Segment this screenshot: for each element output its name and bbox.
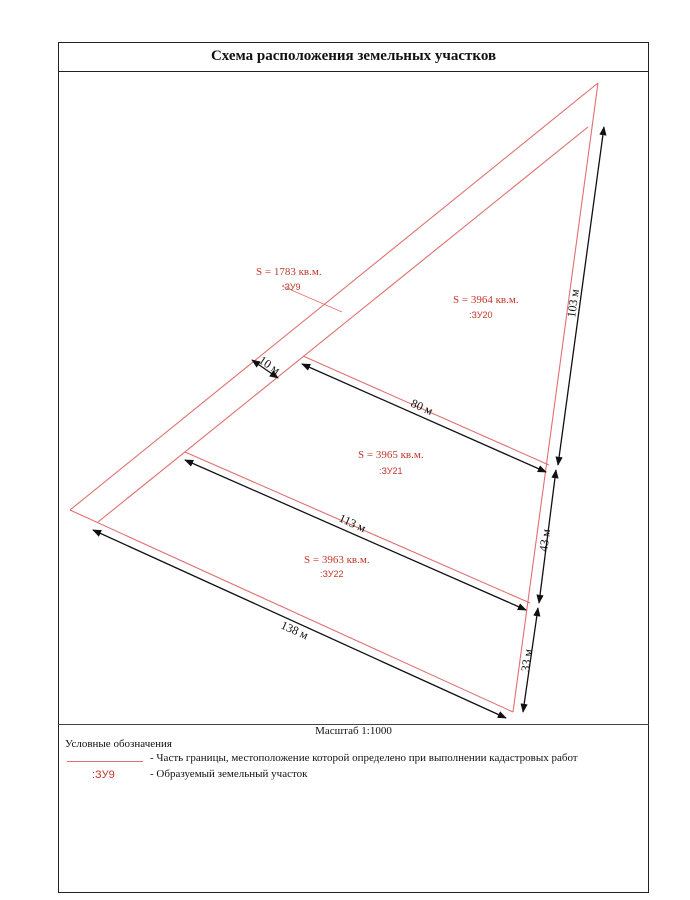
- parcel-code-zu9: :ЗУ9: [282, 282, 301, 292]
- dim-label-138: 138 м: [278, 617, 311, 643]
- dim-label-10: 10 м: [256, 352, 283, 378]
- legend-red-line-symbol: [67, 761, 143, 762]
- parcel-area-zu21: S = 3965 кв.м.: [358, 449, 424, 461]
- legend-item-boundary: - Часть границы, местоположение которой определено при выполнении кадастровых работ: [150, 752, 578, 764]
- legend-item-parcel: - Образуемый земельный участок: [150, 768, 308, 780]
- dim-label-80: 80 м: [408, 395, 436, 418]
- dim-label-43: 43 м: [536, 528, 554, 553]
- legend-parcel-code-symbol: :ЗУ9: [92, 769, 115, 781]
- dim-line-113: [185, 460, 526, 610]
- parcel-area-zu9: S = 1783 кв.м.: [256, 266, 322, 278]
- scale-label: Масштаб 1:1000: [315, 725, 392, 737]
- dim-line-80: [302, 364, 546, 472]
- parcel-code-zu22: :ЗУ22: [320, 569, 344, 579]
- parcel-area-zu22: S = 3963 кв.м.: [304, 554, 370, 566]
- outer-boundary-hyp: [70, 83, 598, 510]
- parcel-area-zu20: S = 3964 кв.м.: [453, 294, 519, 306]
- dim-label-33: 33 м: [518, 648, 536, 673]
- page-title: Схема расположения земельных участков: [58, 42, 649, 72]
- dim-label-113: 113 м: [336, 510, 369, 536]
- legend-title: Условные обозначения: [65, 738, 172, 750]
- parcel-code-zu21: :ЗУ21: [379, 466, 403, 476]
- parcel-code-zu20: :ЗУ20: [469, 310, 493, 320]
- outer-boundary-bottom: [70, 510, 513, 712]
- dim-label-103: 103 м: [564, 288, 582, 319]
- inner-boundary-hyp: [98, 127, 588, 522]
